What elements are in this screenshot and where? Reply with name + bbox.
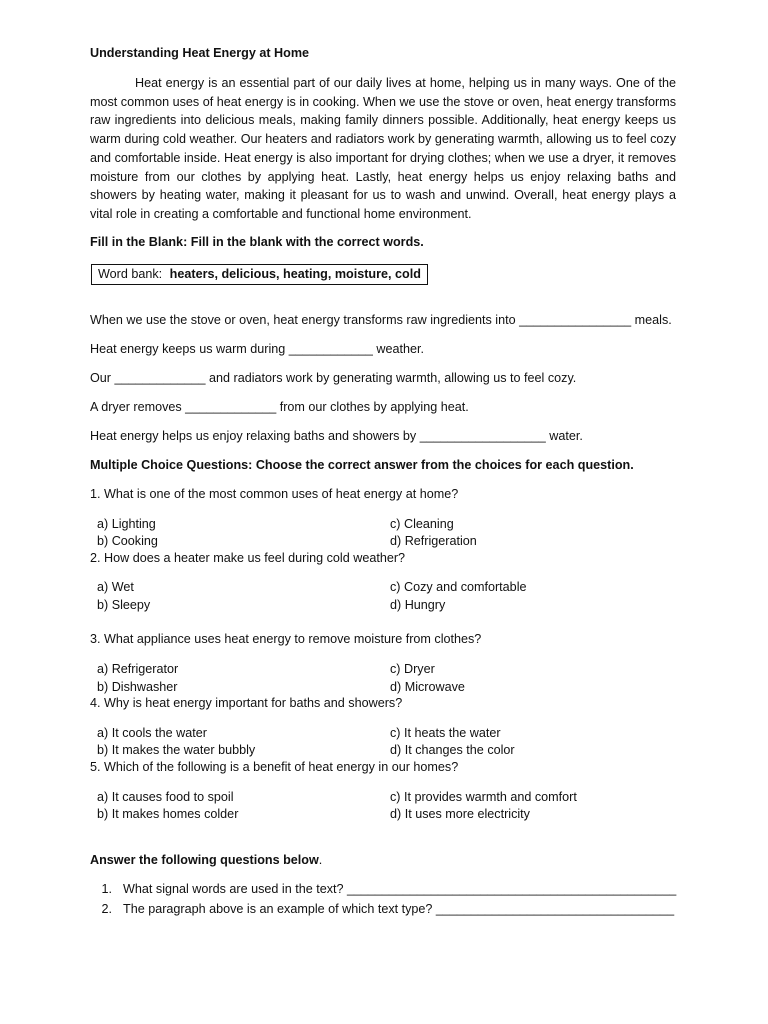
- answer-section-heading: [90, 853, 322, 867]
- question-5-option-d: d) It uses more electricity: [390, 807, 530, 821]
- fill-blank-sentence-1: When we use the stove or oven, heat energy transforms raw ingredients into ________________ meals.: [90, 313, 672, 327]
- question-1: 1. What is one of the most common uses of heat energy at home?: [90, 487, 459, 501]
- multiple-choice-heading: Multiple Choice Questions: Choose the correct answer from the choices for each question.: [90, 458, 634, 472]
- question-5: 5. Which of the following is a benefit of heat energy in our homes?: [90, 760, 459, 774]
- question-1-option-d: d) Refrigeration: [390, 534, 477, 548]
- answer-item-2-number: 2.: [101, 902, 112, 916]
- word-bank-label: Word bank:: [98, 267, 163, 281]
- answer-item-1-number: 1.: [101, 882, 112, 896]
- fill-blank-sentence-3: Our _____________ and radiators work by generating warmth, allowing us to feel cozy.: [90, 371, 577, 385]
- question-2-option-c: c) Cozy and comfortable: [390, 580, 527, 594]
- question-4-option-b: b) It makes the water bubbly: [97, 743, 256, 757]
- question-3-option-c: c) Dryer: [390, 662, 435, 676]
- question-3-option-b: b) Dishwasher: [97, 680, 178, 694]
- fill-blank-sentence-5: Heat energy helps us enjoy relaxing baths and showers by __________________ water.: [90, 429, 583, 443]
- question-1-option-a: a) Lighting: [97, 517, 156, 531]
- question-3: 3. What appliance uses heat energy to remove moisture from clothes?: [90, 632, 482, 646]
- answer-item-2-text: The paragraph above is an example of which text type? __________________________________: [123, 902, 675, 916]
- question-4-option-a: a) It cools the water: [97, 726, 207, 740]
- word-bank-words: heaters, delicious, heating, moisture, cold: [169, 267, 421, 281]
- question-2-option-a: a) Wet: [97, 580, 134, 594]
- question-4-option-c: c) It heats the water: [390, 726, 501, 740]
- worksheet-title: Understanding Heat Energy at Home: [90, 46, 310, 60]
- question-4: 4. Why is heat energy important for baths and showers?: [90, 696, 403, 710]
- fill-blank-sentence-2: Heat energy keeps us warm during ____________ weather.: [90, 342, 424, 356]
- answer-item-1-text: What signal words are used in the text? _______________________________________________: [123, 882, 677, 896]
- question-3-option-d: d) Microwave: [390, 680, 465, 694]
- answer-item-1: [90, 882, 676, 896]
- answer-heading-period: .: [318, 853, 323, 867]
- question-5-option-c: c) It provides warmth and comfort: [390, 790, 577, 804]
- question-1-option-b: b) Cooking: [97, 534, 158, 548]
- question-1-option-c: c) Cleaning: [390, 517, 454, 531]
- answer-heading-text: Answer the following questions below: [90, 853, 319, 867]
- question-2-option-d: d) Hungry: [390, 598, 446, 612]
- question-2-option-b: b) Sleepy: [97, 598, 151, 612]
- question-3-option-a: a) Refrigerator: [97, 662, 179, 676]
- word-bank-box: [91, 264, 428, 285]
- question-5-option-b: b) It makes homes colder: [97, 807, 239, 821]
- question-2: 2. How does a heater make us feel during cold weather?: [90, 551, 406, 565]
- answer-item-2: [90, 902, 674, 916]
- fill-blank-sentence-4: A dryer removes _____________ from our clothes by applying heat.: [90, 400, 469, 414]
- question-4-option-d: d) It changes the color: [390, 743, 515, 757]
- question-5-option-a: a) It causes food to spoil: [97, 790, 234, 804]
- reading-paragraph: Heat energy is an essential part of our daily lives at home, helping us in many ways. One of the most common uses of heat energy is in cooking. When we use the stove or oven, heat energy transforms raw ingredients into delicious meals, making family dinners possible. Additionally, heat energy keeps us warm during cold weather. Our heaters and radiators work by generating warmth, allowing us to feel cozy and comfortable inside. Heat energy is also important for drying clothes; when we use a dryer, it removes moisture from our clothes by applying heat. Lastly, heat energy helps us enjoy relaxing baths and showers by heating water, making it pleasant for us to wash and unwind. Overall, heat energy plays a vital role in creating a comfortable and functional home environment.: [90, 76, 676, 221]
- fill-blank-heading: Fill in the Blank: Fill in the blank with the correct words.: [90, 235, 424, 249]
